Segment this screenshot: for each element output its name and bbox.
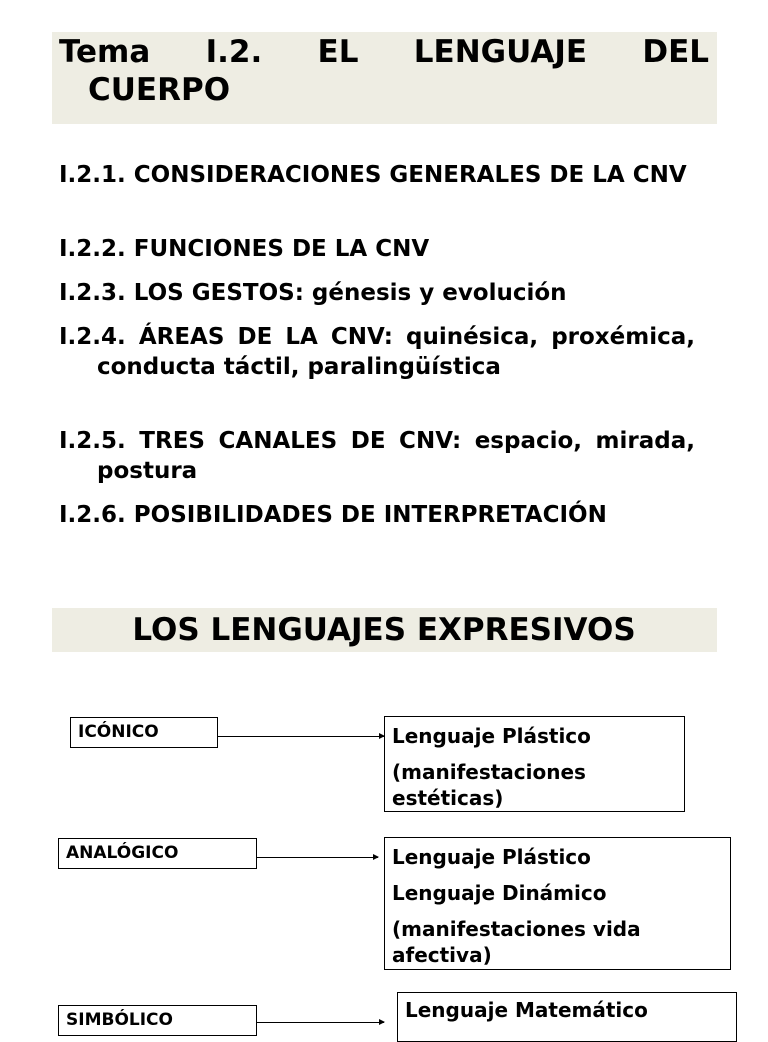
page-title: Tema I.2. EL LENGUAJE DEL: [59, 34, 709, 70]
target-text: Lenguaje Dinámico: [392, 881, 607, 905]
diagram-target-iconico: [384, 716, 685, 812]
diagram-label-analogico: ANALÓGICO: [58, 838, 257, 869]
target-text: (manifestaciones vida afectiva): [392, 917, 641, 967]
list-item: I.2.5. TRES CANALES DE CNV: espacio, mirada, postura: [59, 428, 695, 484]
target-text: Lenguaje Plástico: [392, 724, 591, 748]
section-title: LOS LENGUAJES EXPRESIVOS: [132, 612, 636, 648]
list-item: I.2.1. CONSIDERACIONES GENERALES DE LA CNV: [59, 162, 687, 188]
arrow-icon: [218, 736, 384, 737]
list-item: I.2.2. FUNCIONES DE LA CNV: [59, 236, 430, 262]
diagram-target-simbolico: [397, 992, 737, 1042]
arrow-icon: [257, 857, 378, 858]
list-item: I.2.4. ÁREAS DE LA CNV: quinésica, proxémica, conducta táctil, paralingüística: [59, 324, 695, 380]
diagram-label-iconico: ICÓNICO: [70, 717, 218, 748]
diagram-target-analogico: [384, 837, 731, 970]
list-item: I.2.3. LOS GESTOS: génesis y evolución: [59, 280, 567, 306]
list-item: I.2.6. POSIBILIDADES DE INTERPRETACIÓN: [59, 502, 607, 528]
target-text: (manifestaciones estéticas): [392, 760, 586, 810]
target-text: Lenguaje Matemático: [405, 998, 648, 1022]
target-text: Lenguaje Plástico: [392, 845, 591, 869]
page-title-line2: CUERPO: [88, 72, 231, 108]
arrow-icon: [257, 1022, 384, 1023]
diagram-label-simbolico: SIMBÓLICO: [58, 1005, 257, 1036]
